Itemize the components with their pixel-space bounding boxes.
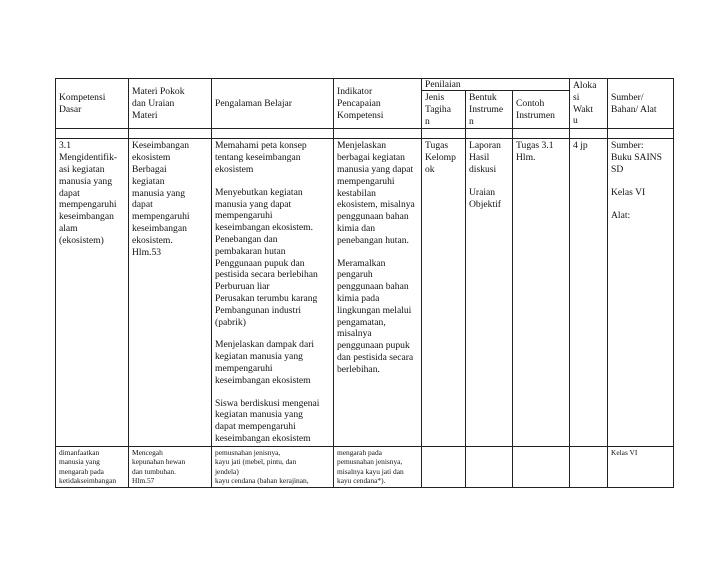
spacer-cell: [570, 129, 608, 139]
spacer-cell: [334, 129, 422, 139]
spacer-cell: [56, 129, 129, 139]
header-bentuk: Bentuk Instrume n: [466, 91, 513, 129]
header-pengalaman: Pengalaman Belajar: [212, 79, 334, 129]
cell-alokasi: 4 jp: [570, 139, 608, 446]
indikator-item: Menjelaskan berbagai kegiatan manusia yang dapat mempengaruhi kestabilan ekosistem, misalnya penggunaan bahan kimia dan penebangan hutan.: [337, 140, 415, 246]
foot-empty: [570, 446, 608, 487]
cell-sumber: [608, 139, 674, 446]
foot-empty: [513, 446, 570, 487]
cell-kompetensi: 3.1 Mengidentifik- asi kegiatan manusia yang dapat mempengaruhi keseimbangan alam (ekosistem): [56, 139, 129, 446]
bentuk-item: Uraian Objektif: [469, 186, 501, 210]
spacer-cell: [422, 129, 466, 139]
cell-contoh: Tugas 3.1 Hlm.: [513, 139, 570, 446]
foot-materi: Mencegah kepunahan hewan dan tumbuhan. Hlm.57: [129, 446, 212, 487]
bentuk-item: Laporan Hasil diskusi: [469, 140, 501, 175]
spacer-cell: [129, 129, 212, 139]
foot-pengalaman: pemusnahan jenisnya, kayu jati (mebel, pintu, dan jendela) kayu cendana (bahan kerajinan,: [212, 446, 334, 487]
cell-materi: Keseimbangan ekosistem Berbagai kegiatan manusia yang dapat mempengaruhi keseimbangan ekosistem. Hlm.53: [129, 139, 212, 446]
foot-kompetensi: dimanfaatkan manusia yang mengarah pada ketidakseimbangan: [56, 446, 129, 487]
foot-indikator: mengarah pada pemusnahan jenisnya, misalnya kayu jati dan kayu cendana*).: [334, 446, 422, 487]
pengalaman-item: Siswa berdiskusi mengenai kegiatan manusia yang dapat mempengaruhi keseimbangan ekosistem: [215, 397, 320, 444]
cell-jenis: Tugas Kelomp ok: [422, 139, 466, 446]
foot-sumber: Kelas VI: [608, 446, 674, 487]
pengalaman-item: Menyebutkan kegiatan manusia yang dapat mempengaruhi keseimbangan ekosistem. Penebangan dan pembakaran hutan Penggunaan pupuk dan pestisida secara berlebihan Perburuan liar Perusakan terumbu karang Pembangunan industri (pabrik): [215, 186, 318, 328]
pengalaman-item: Memahami peta konsep tentang keseimbangan ekosistem: [215, 140, 307, 175]
spacer-cell: [608, 129, 674, 139]
header-alokasi: Aloka si Wakt u: [570, 79, 608, 129]
header-penilaian: Penilaian: [422, 79, 570, 91]
pengalaman-item: Menjelaskan dampak dari kegiatan manusia yang mempengaruhi keseimbangan ekosistem: [215, 339, 315, 386]
header-materi: Materi Pokok dan Uraian Materi: [129, 79, 212, 129]
sumber-item: Kelas VI: [611, 186, 646, 198]
syllabus-table: [55, 78, 674, 488]
spacer-cell: [513, 129, 570, 139]
cell-indikator: [334, 139, 422, 446]
indikator-item: Meramalkan pengaruh penggunaan bahan kimia pada lingkungan melalui pengamatan, misalnya penggunaan pupuk dan pestisida secara berlebihan.: [337, 257, 414, 375]
header-sumber: Sumber/ Bahan/ Alat: [608, 79, 674, 129]
foot-empty: [466, 446, 513, 487]
header-jenis: Jenis Tagiha n: [422, 91, 466, 129]
header-contoh: Contoh Instrumen: [513, 91, 570, 129]
header-indikator: Indikator Pencapaian Kompetensi: [334, 79, 422, 129]
sumber-item: Alat:: [611, 209, 631, 221]
cell-bentuk: [466, 139, 513, 446]
cell-pengalaman: [212, 139, 334, 446]
spacer-cell: [466, 129, 513, 139]
spacer-cell: [212, 129, 334, 139]
sumber-item: Sumber: Buku SAINS SD: [611, 140, 662, 175]
header-kompetensi: Kompetensi Dasar: [56, 79, 129, 129]
foot-empty: [422, 446, 466, 487]
